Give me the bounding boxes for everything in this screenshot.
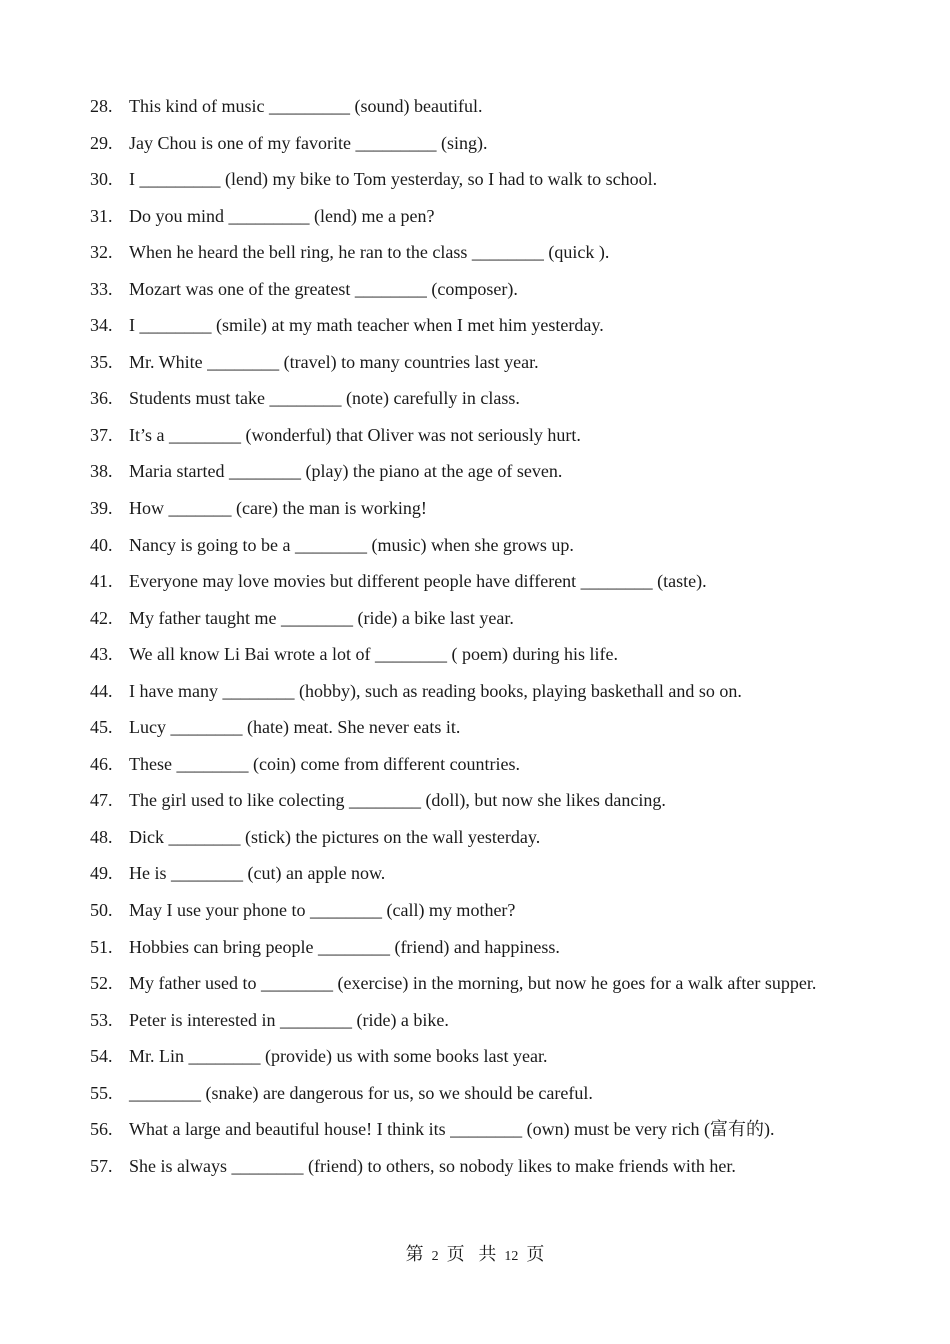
question-item — [90, 1002, 830, 1039]
question-number: 31. — [90, 205, 113, 226]
question-text: Mr. White ________ (travel) to many countries last year. — [129, 351, 539, 372]
question-item — [90, 380, 830, 417]
question-number: 55. — [90, 1082, 113, 1103]
question-number: 43. — [90, 644, 113, 665]
question-text: Maria started ________ (play) the piano at the age of seven. — [129, 461, 563, 482]
question-text: It’s a ________ (wonderful) that Oliver was not seriously hurt. — [129, 424, 581, 445]
question-item — [90, 746, 830, 783]
footer-prefix: 第 — [405, 1244, 424, 1265]
question-text: Lucy ________ (hate) meat. She never eats it. — [129, 717, 461, 738]
question-number: 48. — [90, 826, 113, 847]
footer-page-word: 页 — [446, 1244, 465, 1265]
question-text: Hobbies can bring people ________ (friend) and happiness. — [129, 936, 560, 957]
question-number: 53. — [90, 1009, 113, 1030]
question-text: Dick ________ (stick) the pictures on the wall yesterday. — [129, 826, 541, 847]
question-text: My father used to ________ (exercise) in the morning, but now he goes for a walk after supper. — [129, 973, 817, 994]
question-number: 40. — [90, 534, 113, 555]
question-number: 30. — [90, 169, 113, 190]
question-text: Jay Chou is one of my favorite _________ (sing). — [129, 132, 488, 153]
question-item — [90, 307, 830, 344]
question-item — [90, 563, 830, 600]
question-text: She is always ________ (friend) to others, so nobody likes to make friends with her. — [129, 1155, 736, 1176]
footer-total-pages: 12 — [504, 1249, 519, 1264]
question-number: 29. — [90, 132, 113, 153]
question-text: ________ (snake) are dangerous for us, so we should be careful. — [129, 1082, 593, 1103]
question-list — [90, 88, 830, 1184]
question-number: 36. — [90, 388, 113, 409]
question-number: 39. — [90, 498, 113, 519]
question-number: 34. — [90, 315, 113, 336]
question-number: 45. — [90, 717, 113, 738]
question-number: 28. — [90, 96, 113, 116]
question-text: What a large and beautiful house! I think its ________ (own) must be very rich (富有的). — [129, 1119, 775, 1140]
question-number: 51. — [90, 936, 113, 957]
question-item — [90, 490, 830, 527]
question-number: 57. — [90, 1155, 113, 1176]
question-text: This kind of music _________ (sound) beautiful. — [129, 96, 483, 116]
question-number: 50. — [90, 900, 113, 921]
question-text: I _________ (lend) my bike to Tom yesterday, so I had to walk to school. — [129, 169, 658, 190]
question-item — [90, 417, 830, 454]
question-item — [90, 819, 830, 856]
page-footer — [0, 1240, 950, 1266]
question-number: 52. — [90, 973, 113, 994]
question-item — [90, 636, 830, 673]
question-item — [90, 88, 830, 125]
footer-suffix: 页 — [526, 1244, 545, 1265]
question-text: How _______ (care) the man is working! — [129, 498, 427, 519]
question-number: 38. — [90, 461, 113, 482]
question-item — [90, 527, 830, 564]
question-number: 33. — [90, 278, 113, 299]
question-text: I have many ________ (hobby), such as reading books, playing baskethall and so on. — [129, 680, 742, 701]
question-item — [90, 929, 830, 966]
question-item — [90, 1111, 830, 1148]
question-number: 37. — [90, 424, 113, 445]
question-number: 42. — [90, 607, 113, 628]
question-text: My father taught me ________ (ride) a bike last year. — [129, 607, 514, 628]
footer-total-word: 共 — [478, 1244, 497, 1265]
question-item — [90, 234, 830, 271]
question-item — [90, 892, 830, 929]
question-number: 56. — [90, 1119, 113, 1140]
question-text: Nancy is going to be a ________ (music) when she grows up. — [129, 534, 574, 555]
question-item — [90, 855, 830, 892]
question-item — [90, 198, 830, 235]
question-item — [90, 673, 830, 710]
question-number: 32. — [90, 242, 113, 263]
question-number: 46. — [90, 753, 113, 774]
question-item — [90, 709, 830, 746]
footer-page-number: 2 — [431, 1249, 439, 1264]
question-item — [90, 453, 830, 490]
question-text: We all know Li Bai wrote a lot of ________ ( poem) during his life. — [129, 644, 618, 665]
question-item — [90, 1148, 830, 1185]
question-item — [90, 161, 830, 198]
question-item — [90, 1038, 830, 1075]
question-item — [90, 344, 830, 381]
question-item — [90, 600, 830, 637]
question-text: Mozart was one of the greatest ________ (composer). — [129, 278, 518, 299]
question-item — [90, 965, 830, 1002]
question-text: Peter is interested in ________ (ride) a bike. — [129, 1009, 449, 1030]
question-number: 44. — [90, 680, 113, 701]
question-text: I ________ (smile) at my math teacher when I met him yesterday. — [129, 315, 604, 336]
question-number: 41. — [90, 571, 113, 592]
question-text: Everyone may love movies but different people have different ________ (taste). — [129, 571, 707, 592]
question-number: 47. — [90, 790, 113, 811]
question-item — [90, 271, 830, 308]
question-text: He is ________ (cut) an apple now. — [129, 863, 386, 884]
question-item — [90, 125, 830, 162]
question-item — [90, 782, 830, 819]
question-text: May I use your phone to ________ (call) my mother? — [129, 900, 516, 921]
question-text: The girl used to like colecting ________ (doll), but now she likes dancing. — [129, 790, 666, 811]
question-text: Mr. Lin ________ (provide) us with some books last year. — [129, 1046, 548, 1067]
question-text: Do you mind _________ (lend) me a pen? — [129, 205, 435, 226]
question-text: These ________ (coin) come from different countries. — [129, 753, 521, 774]
question-number: 35. — [90, 351, 113, 372]
question-item — [90, 1075, 830, 1112]
question-text: When he heard the bell ring, he ran to the class ________ (quick ). — [129, 242, 610, 263]
question-number: 54. — [90, 1046, 113, 1067]
question-text: Students must take ________ (note) carefully in class. — [129, 388, 520, 409]
question-number: 49. — [90, 863, 113, 884]
